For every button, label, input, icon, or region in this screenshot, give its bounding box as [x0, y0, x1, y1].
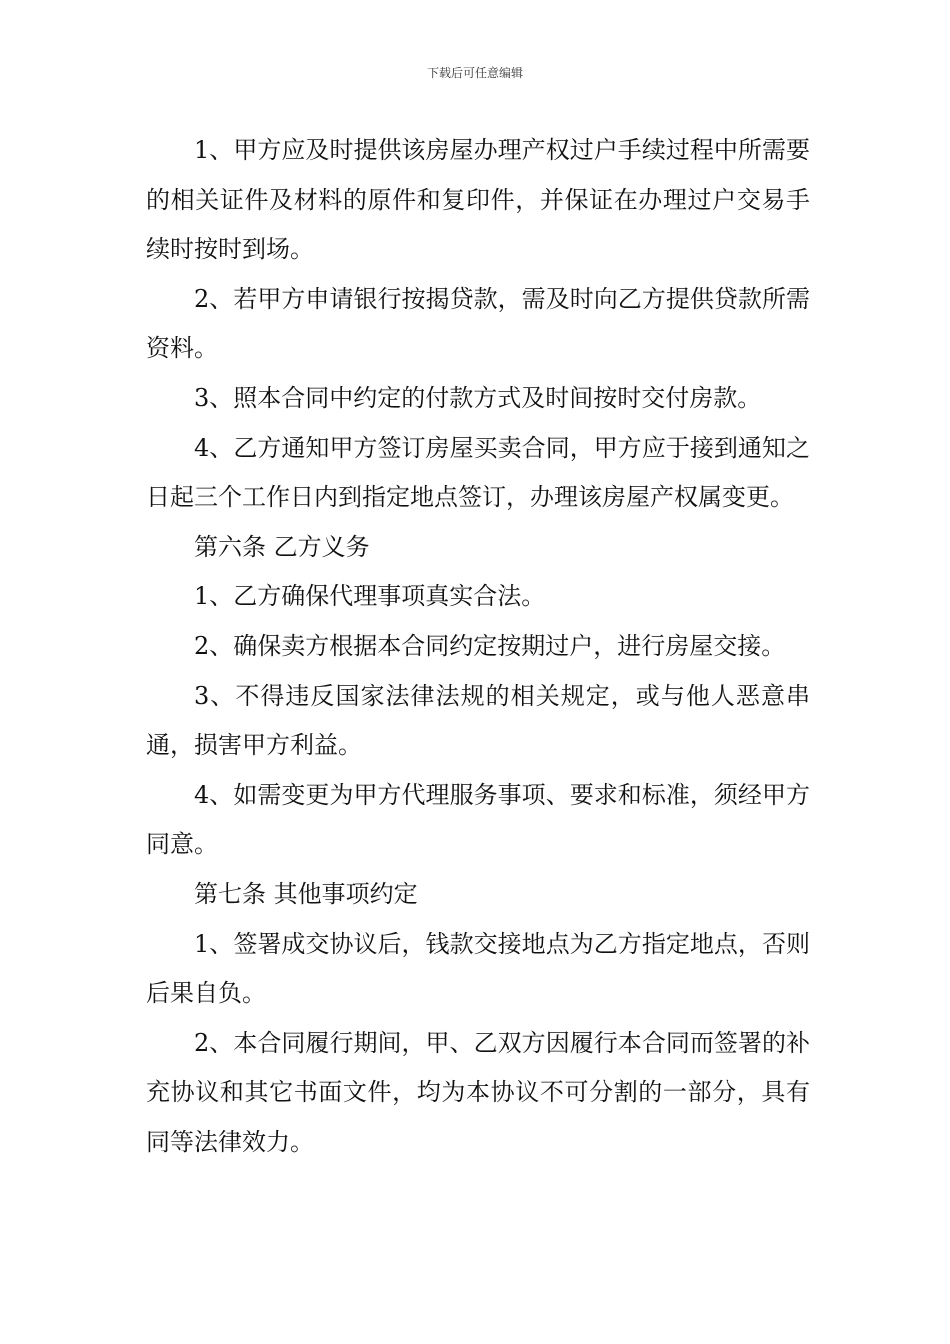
document-body: [146, 126, 810, 1167]
paragraph-obligation-4: 4、乙方通知甲方签订房屋买卖合同，甲方应于接到通知之日起三个工作日内到指定地点签订，办理该房屋产权属变更。: [146, 433, 810, 512]
paragraph-obligation-1: 1、甲方应及时提供该房屋办理产权过户手续过程中所需要的相关证件及材料的原件和复印件，并保证在办理过户交易手续时按时到场。: [146, 136, 810, 264]
section-heading-article-7: 第七条 其他事项约定: [194, 879, 418, 908]
page-header: 下载后可任意编辑: [426, 66, 523, 80]
section-heading-article-6: 第六条 乙方义务: [194, 532, 370, 561]
paragraph-article-6-item-2: 2、确保卖方根据本合同约定按期过户，进行房屋交接。: [194, 631, 786, 660]
paragraph-article-6-item-3: 3、不得违反国家法律法规的相关规定，或与他人恶意串通，损害甲方利益。: [146, 681, 810, 760]
paragraph-article-6-item-1: 1、乙方确保代理事项真实合法。: [194, 582, 546, 611]
paragraph-article-7-item-1: 1、签署成交协议后，钱款交接地点为乙方指定地点，否则后果自负。: [146, 929, 810, 1008]
paragraph-obligation-2: 2、若甲方申请银行按揭贷款，需及时向乙方提供贷款所需资料。: [146, 284, 810, 363]
paragraph-article-7-item-2: 2、本合同履行期间，甲、乙双方因履行本合同而签署的补充协议和其它书面文件，均为本协议不可分割的一部分，具有同等法律效力。: [146, 1028, 810, 1156]
paragraph-article-6-item-4: 4、如需变更为甲方代理服务事项、要求和标准，须经甲方同意。: [146, 780, 810, 859]
paragraph-obligation-3: 3、照本合同中约定的付款方式及时间按时交付房款。: [194, 383, 762, 412]
